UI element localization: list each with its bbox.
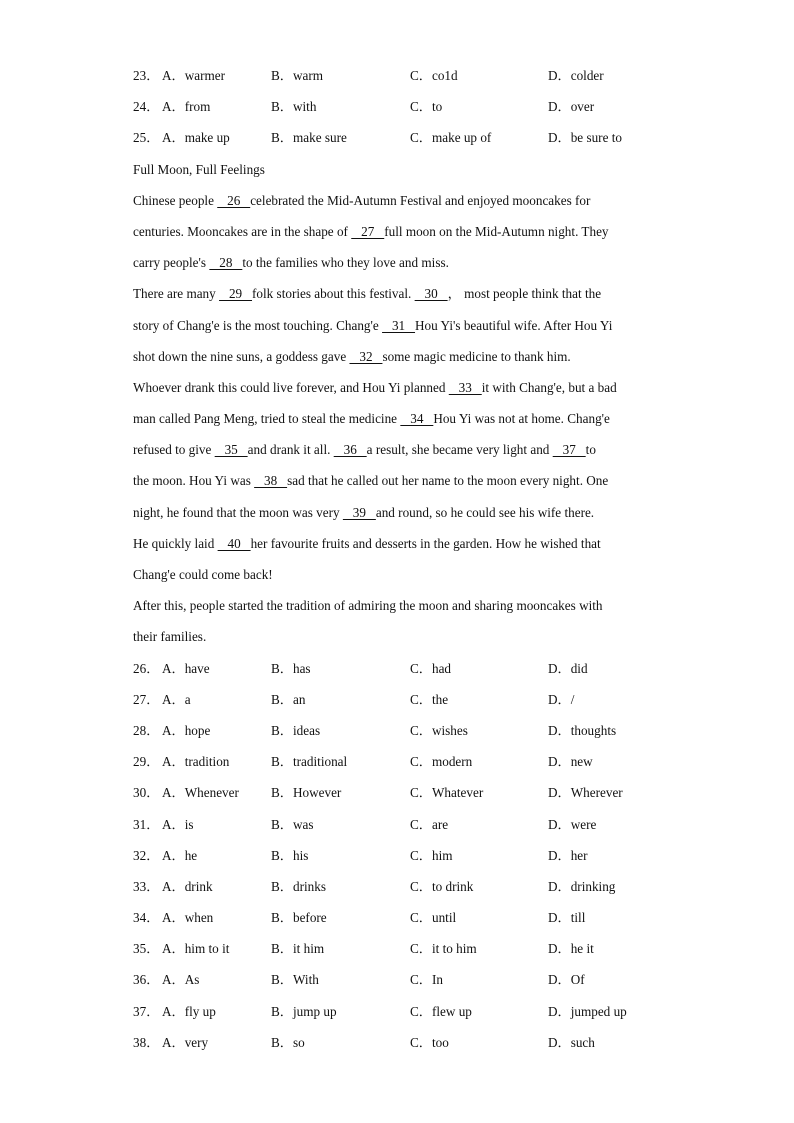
option-d: D．colder <box>548 68 604 83</box>
passage-text: sad that he called out her name to the moon every night. One <box>287 473 609 489</box>
option-d: D．drinking <box>548 878 616 894</box>
option-b: B．before <box>271 910 327 926</box>
option-b: B．make sure <box>271 130 347 146</box>
option-c: C．too <box>410 1034 449 1050</box>
option-c: C．the <box>410 691 449 707</box>
question-number: 37． <box>133 1003 160 1019</box>
passage-body <box>133 185 673 653</box>
answer-blank: 31 <box>382 317 416 333</box>
option-c: C．flew up <box>410 1003 472 1019</box>
option-d: D．jumped up <box>548 1003 627 1019</box>
answer-blank: 29 <box>219 286 253 302</box>
option-c: C．wishes <box>410 722 468 738</box>
question-options-row <box>133 871 673 902</box>
question-options-row <box>133 1027 673 1058</box>
question-options-row <box>133 933 673 964</box>
passage-text: After this, people started the tradition of admiring the moon and sharing mooncakes with <box>133 598 603 614</box>
passage-text: carry people's <box>133 255 210 271</box>
passage-text: Hou Yi was not at home. Chang'e <box>433 411 610 427</box>
option-c: C．are <box>410 816 449 832</box>
answer-blank: 38 <box>254 473 288 489</box>
option-d: D．be sure to <box>548 130 622 146</box>
option-d: D．such <box>548 1034 595 1050</box>
option-d: D．/ <box>548 691 575 707</box>
options-top <box>133 60 673 154</box>
option-d: D．Of <box>548 972 585 988</box>
option-a: A．drink <box>162 878 213 894</box>
question-number: 31． <box>133 816 160 832</box>
option-a: A．fly up <box>162 1003 216 1019</box>
question-options-row <box>133 91 673 122</box>
option-c: C．co1d <box>410 68 458 83</box>
option-d: D．her <box>548 847 588 863</box>
passage-line <box>133 528 673 559</box>
option-b: B．With <box>271 972 319 988</box>
options-bottom <box>133 653 673 1058</box>
option-a: A．from <box>162 99 211 115</box>
passage-text: story of Chang'e is the most touching. Chang'e <box>133 317 383 333</box>
option-b: B．warm <box>271 68 324 83</box>
passage-text: refused to give <box>133 442 215 458</box>
option-d: D．he it <box>548 941 594 957</box>
passage-line <box>133 621 673 652</box>
question-number: 30． <box>133 785 160 801</box>
option-c: C．Whatever <box>410 785 484 801</box>
answer-blank: 28 <box>209 255 243 271</box>
option-a: A．have <box>162 660 210 676</box>
question-options-row <box>133 809 673 840</box>
option-a: A．Whenever <box>162 785 239 801</box>
question-options-row <box>133 122 673 153</box>
passage-text: to <box>585 442 596 458</box>
passage-line <box>133 247 673 278</box>
option-a: A．when <box>162 910 214 926</box>
question-number: 27． <box>133 691 160 707</box>
question-options-row <box>133 653 673 684</box>
question-options-row <box>133 840 673 871</box>
passage-line <box>133 216 673 247</box>
option-d: D．did <box>548 660 588 676</box>
passage-line <box>133 278 673 309</box>
passage-text: their families. <box>133 629 207 645</box>
passage-line <box>133 434 673 465</box>
option-a: A．very <box>162 1034 209 1050</box>
question-options-row <box>133 60 673 91</box>
option-b: B．jump up <box>271 1003 337 1019</box>
option-b: B．it him <box>271 941 325 957</box>
question-number: 36． <box>133 972 160 988</box>
option-b: B．with <box>271 99 317 115</box>
option-c: C．In <box>410 972 443 988</box>
passage-text: There are many <box>133 286 220 302</box>
question-number: 32． <box>133 847 160 863</box>
option-b: B．However <box>271 785 342 801</box>
passage-line <box>133 185 673 216</box>
passage-line <box>133 497 673 528</box>
answer-blank: 39 <box>342 504 376 520</box>
passage-line <box>133 590 673 621</box>
option-a: A．he <box>162 847 198 863</box>
question-options-row <box>133 777 673 808</box>
passage-line <box>133 559 673 590</box>
passage-text: man called Pang Meng, tried to steal the medicine <box>133 411 401 427</box>
answer-blank: 36 <box>333 442 367 458</box>
question-number: 34． <box>133 910 160 926</box>
passage-text: He quickly laid <box>133 535 218 551</box>
document-page <box>133 60 673 1058</box>
option-b: B．so <box>271 1034 305 1050</box>
passage-text: Chang'e could come back! <box>133 567 273 582</box>
answer-blank: 40 <box>217 535 251 551</box>
option-c: C．had <box>410 660 452 676</box>
question-number: 28． <box>133 722 160 738</box>
question-options-row <box>133 746 673 777</box>
passage-text: full moon on the Mid-Autumn night. They <box>384 223 609 239</box>
answer-blank: 30 <box>414 286 448 302</box>
question-number: 23． <box>133 68 160 83</box>
option-d: D．Wherever <box>548 785 623 801</box>
option-d: D．were <box>548 816 597 832</box>
answer-blank: 27 <box>351 223 385 239</box>
option-c: C．until <box>410 910 457 926</box>
question-number: 26． <box>133 660 160 676</box>
option-a: A．make up <box>162 130 230 146</box>
passage-text: it with Chang'e, but a bad <box>481 379 617 395</box>
passage-text: and drank it all. <box>247 442 334 458</box>
option-d: D．over <box>548 99 595 115</box>
option-a: A．him to it <box>162 941 230 957</box>
option-a: A．warmer <box>162 68 225 83</box>
option-d: D．new <box>548 754 593 770</box>
passage-line <box>133 465 673 496</box>
option-b: B．traditional <box>271 754 348 770</box>
answer-blank: 33 <box>448 379 482 395</box>
passage-text: ， most people think that the <box>447 286 602 302</box>
question-options-row <box>133 684 673 715</box>
passage-text: folk stories about this festival. <box>252 286 415 302</box>
answer-blank: 32 <box>349 348 383 364</box>
passage-line <box>133 341 673 372</box>
option-a: A．is <box>162 816 194 832</box>
option-d: D．thoughts <box>548 722 617 738</box>
option-a: A．hope <box>162 722 211 738</box>
option-c: C．him <box>410 847 453 863</box>
question-number: 38． <box>133 1034 160 1050</box>
answer-blank: 37 <box>552 442 586 458</box>
passage-text: centuries. Mooncakes are in the shape of <box>133 223 352 239</box>
option-c: C．make up of <box>410 130 492 146</box>
question-options-row <box>133 996 673 1027</box>
option-c: C．modern <box>410 754 473 770</box>
option-d: D．till <box>548 910 586 926</box>
option-b: B．his <box>271 847 309 863</box>
passage-text: some magic medicine to thank him. <box>382 348 571 364</box>
question-number: 29． <box>133 754 160 770</box>
option-a: A．a <box>162 691 191 707</box>
passage-text: night, he found that the moon was very <box>133 504 343 520</box>
passage-text: to the families who they love and miss. <box>242 255 449 271</box>
option-c: C．it to him <box>410 941 477 957</box>
option-c: C．to drink <box>410 878 474 894</box>
passage-text: a result, she became very light and <box>366 442 553 458</box>
answer-blank: 35 <box>214 442 248 458</box>
option-b: B．has <box>271 660 311 676</box>
answer-blank: 34 <box>400 411 434 427</box>
answer-blank: 26 <box>217 192 251 208</box>
question-number: 35． <box>133 941 160 957</box>
passage-text: and round, so he could see his wife there. <box>375 504 595 520</box>
option-a: A．As <box>162 972 200 988</box>
question-number: 24． <box>133 99 160 115</box>
passage-line <box>133 372 673 403</box>
option-b: B．was <box>271 816 314 832</box>
passage-text: shot down the nine suns, a goddess gave <box>133 348 350 364</box>
question-options-row <box>133 964 673 995</box>
option-b: B．ideas <box>271 722 321 738</box>
passage-text: celebrated the Mid-Autumn Festival and enjoyed mooncakes for <box>250 192 591 208</box>
option-a: A．tradition <box>162 754 230 770</box>
passage-text: the moon. Hou Yi was <box>133 473 255 489</box>
passage-text: Chinese people <box>133 192 218 208</box>
passage-line <box>133 403 673 434</box>
passage-title: Full Moon, Full Feelings <box>133 161 265 177</box>
question-options-row <box>133 902 673 933</box>
question-number: 33． <box>133 878 160 894</box>
passage-text: Whoever drank this could live forever, and Hou Yi planned <box>133 379 449 395</box>
option-b: B．an <box>271 691 306 707</box>
question-number: 25． <box>133 130 160 146</box>
option-b: B．drinks <box>271 878 326 894</box>
option-c: C．to <box>410 99 443 115</box>
passage-line <box>133 310 673 341</box>
question-options-row <box>133 715 673 746</box>
passage-text: Hou Yi's beautiful wife. After Hou Yi <box>415 317 613 333</box>
passage-text: her favourite fruits and desserts in the garden. How he wished that <box>250 535 601 551</box>
